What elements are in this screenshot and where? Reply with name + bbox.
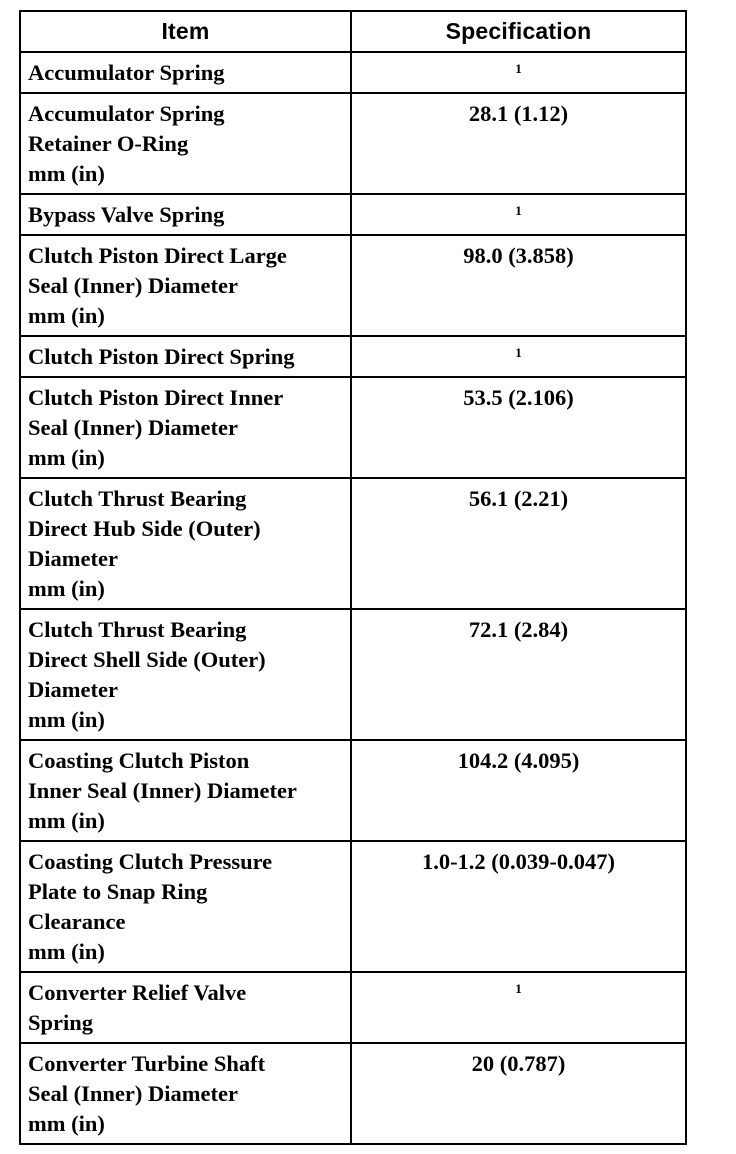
item-text-line: Direct Shell Side (Outer) [28,647,266,672]
item-cell [20,972,351,1043]
table-body [20,52,686,1144]
table-row [20,52,686,93]
table-row [20,841,686,972]
item-text-line: Spring [28,1010,94,1035]
item-text-line: Clearance [28,909,126,934]
specification-cell [351,194,686,235]
item-cell [20,336,351,377]
item-text-line: Clutch Thrust Bearing [28,617,247,642]
item-cell [20,478,351,609]
specification-value: 98.0 (3.858) [463,243,574,268]
specification-cell [351,93,686,194]
table-row [20,93,686,194]
table-row [20,740,686,841]
specification-cell [351,972,686,1043]
item-text-line: Seal (Inner) Diameter [28,1081,238,1106]
specification-cell [351,841,686,972]
item-cell [20,194,351,235]
specification-column-header: Specification [351,11,686,52]
item-text-line: Converter Turbine Shaft [28,1051,266,1076]
item-text-line: Plate to Snap Ring [28,879,208,904]
item-text-line: Clutch Piston Direct Large [28,243,287,268]
item-text-line: Retainer O-Ring [28,131,189,156]
specification-cell [351,1043,686,1144]
specification-cell [351,609,686,740]
item-text-line: mm (in) [28,707,105,732]
specification-value: 72.1 (2.84) [468,617,569,642]
item-cell [20,740,351,841]
footnote-marker: 1 [515,981,522,996]
item-cell [20,377,351,478]
item-text-line: Inner Seal (Inner) Diameter [28,778,297,803]
item-cell [20,841,351,972]
item-column-header: Item [20,11,351,52]
table-header-row [20,11,686,52]
item-cell [20,93,351,194]
table-row [20,478,686,609]
item-text-line: mm (in) [28,445,105,470]
item-text-line: Coasting Clutch Piston [28,748,250,773]
table-row [20,1043,686,1144]
table-row [20,609,686,740]
specification-value: 20 (0.787) [471,1051,566,1076]
item-cell [20,52,351,93]
specification-value: 1.0-1.2 (0.039-0.047) [421,849,616,874]
footnote-marker: 1 [515,203,522,218]
table-row [20,377,686,478]
item-text-line: Clutch Piston Direct Inner [28,385,284,410]
item-text-line: mm (in) [28,1111,105,1136]
item-cell [20,1043,351,1144]
specification-cell [351,478,686,609]
specification-cell [351,740,686,841]
item-text-line: Seal (Inner) Diameter [28,415,238,440]
specification-cell [351,336,686,377]
table-row [20,972,686,1043]
item-cell [20,235,351,336]
table-row [20,336,686,377]
item-text-line: Accumulator Spring [28,60,225,85]
specification-value: 53.5 (2.106) [463,385,574,410]
specification-value: 28.1 (1.12) [468,101,569,126]
item-text-line: Seal (Inner) Diameter [28,273,238,298]
specification-value: 104.2 (4.095) [457,748,580,773]
item-text-line: mm (in) [28,576,105,601]
table-row [20,194,686,235]
table-row [20,235,686,336]
item-text-line: Clutch Piston Direct Spring [28,344,295,369]
item-text-line: Converter Relief Valve [28,980,247,1005]
item-text-line: mm (in) [28,303,105,328]
item-text-line: Coasting Clutch Pressure [28,849,273,874]
item-text-line: Clutch Thrust Bearing [28,486,247,511]
specification-table [19,10,687,1145]
footnote-marker: 1 [515,345,522,360]
item-cell [20,609,351,740]
item-text-line: mm (in) [28,939,105,964]
specification-value: 56.1 (2.21) [468,486,569,511]
item-text-line: Direct Hub Side (Outer) [28,516,261,541]
specification-cell [351,235,686,336]
specification-cell [351,52,686,93]
item-text-line: Diameter [28,546,118,571]
item-text-line: mm (in) [28,161,105,186]
footnote-marker: 1 [515,61,522,76]
specification-cell [351,377,686,478]
item-text-line: Bypass Valve Spring [28,202,225,227]
item-text-line: mm (in) [28,808,105,833]
item-text-line: Accumulator Spring [28,101,225,126]
item-text-line: Diameter [28,677,118,702]
